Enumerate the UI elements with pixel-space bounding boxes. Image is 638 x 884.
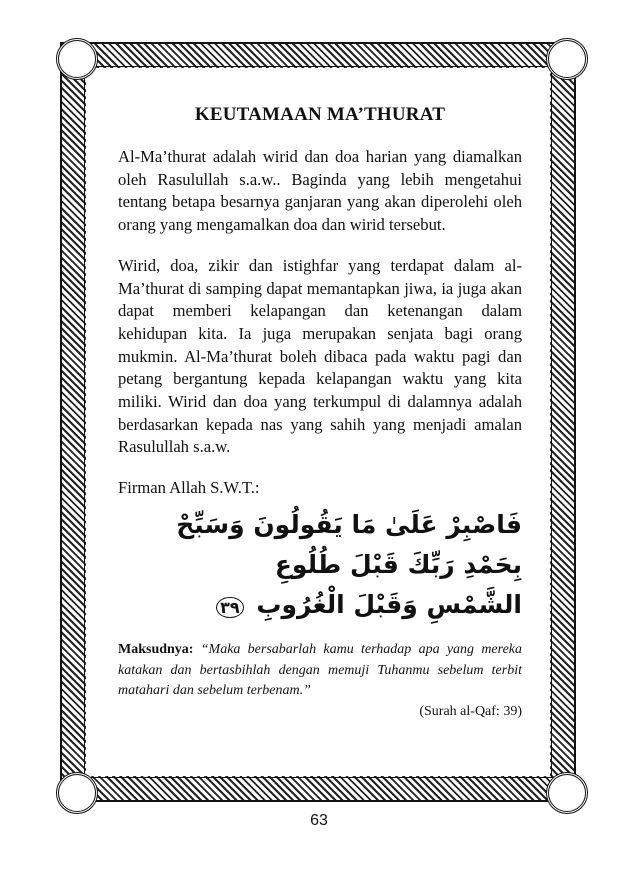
arabic-verse-text: الشَّمْسِ وَقَبْلَ الْغُرُوبِ <box>256 590 522 620</box>
paragraph-2: Wirid, doa, zikir dan istighfar yang terdapat dalam al-Ma’thurat di samping dapat memantapkan jiwa, ia juga akan dapat memberi kelapangan dan ketenangan dalam kehidupan kita. Ia juga merupakan senjata bagi orang mukmin. Al-Ma’thurat boleh dibaca pada waktu pagi dan petang bergantung kepada kelapangan waktu yang kita miliki. Wirid dan doa yang terkumpul di dalamnya adalah berdasarkan kepada nas yang sahih yang menjadi amalan Rasulullah s.a.w. <box>118 255 522 457</box>
arabic-verse-line-2 <box>118 585 522 628</box>
arabic-verse-line-1: فَاصْبِرْ عَلَىٰ مَا يَقُولُونَ وَسَبِّحْ بِحَمْدِ رَبِّكَ قَبْلَ طُلُوعِ <box>176 510 522 580</box>
ayah-number-marker: ٣٩ <box>216 597 244 618</box>
verse-source: (Surah al-Qaf: 39) <box>419 703 522 719</box>
firman-label: Firman Allah S.W.T.: <box>118 478 260 498</box>
meaning-text: “Maka bersabarlah kamu terhadap apa yang mereka katakan dan bertasbihlah dengan memuji Tuhanmu sebelum terbit matahari dan sebelum terbenam.” <box>118 642 522 699</box>
corner-ornament-icon <box>546 38 588 80</box>
corner-ornament-icon <box>546 772 588 814</box>
page-number: 63 <box>310 812 328 829</box>
paragraph-1: Al-Ma’thurat adalah wirid dan doa harian yang diamalkan oleh Rasulullah s.a.w.. Baginda yang lebih mengetahui tentang betapa besarnya ganjaran yang akan diperolehi oleh orang yang mengamalkan doa dan wirid tersebut. <box>118 147 522 235</box>
page-title: KEUTAMAAN MA’THURAT <box>194 104 446 125</box>
corner-ornament-icon <box>56 38 98 80</box>
translation <box>118 640 522 702</box>
page-content <box>118 104 522 722</box>
corner-ornament-icon <box>56 772 98 814</box>
meaning-label: Maksudnya: <box>118 642 194 658</box>
